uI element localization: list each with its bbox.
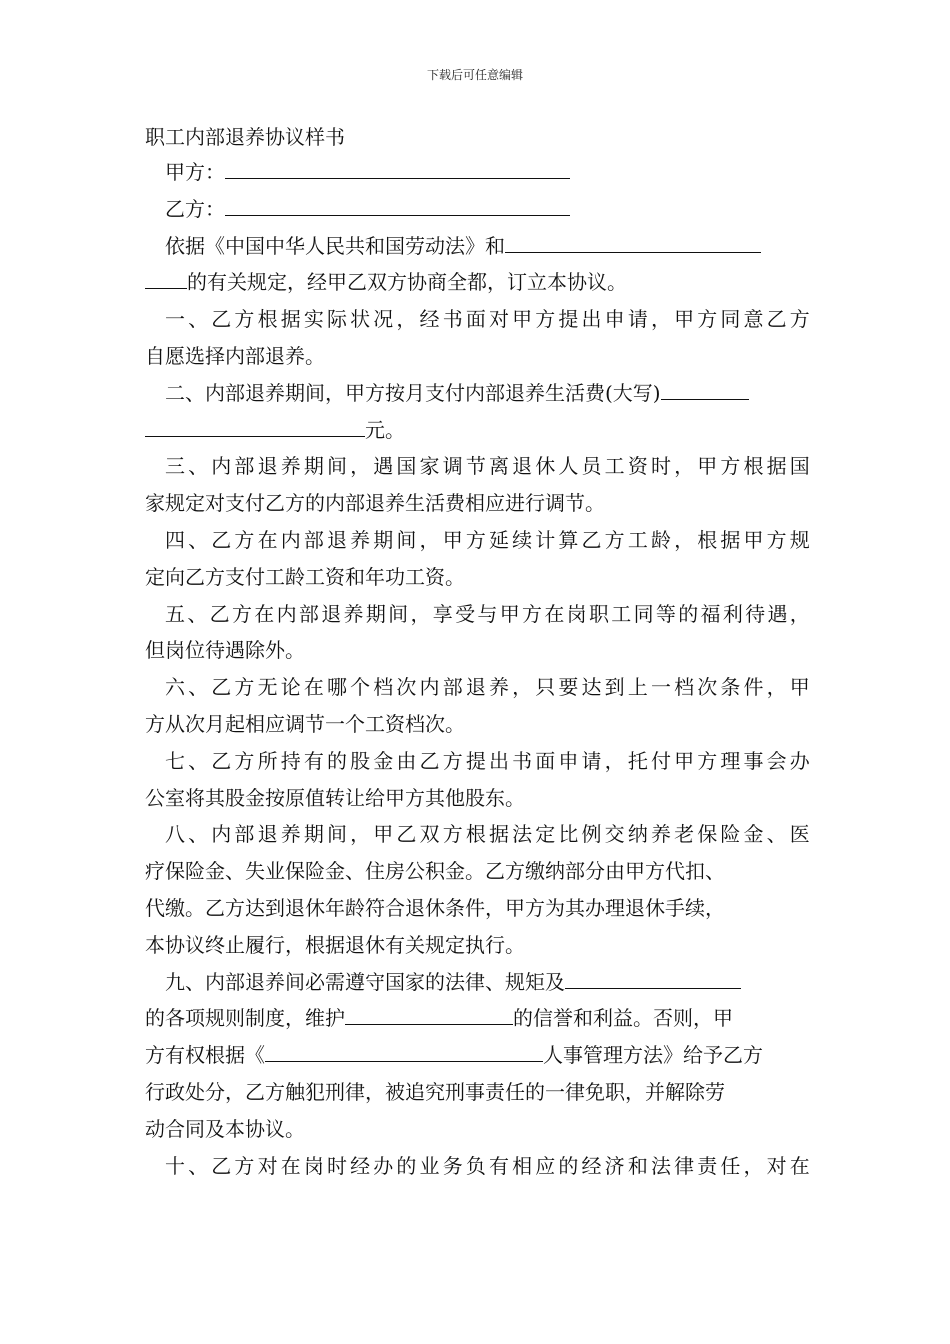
clause-2-text-cont: 元。	[365, 417, 405, 442]
clause-8-line-1: 八 、 内 部 退 养 期 间 ， 甲 乙 双 方 根 据 法 定 比 例 交 纳 养 老 保 险 金 、 医	[165, 822, 810, 847]
clause-7-line-1: 七 、 乙 方 所 持 有 的 股 金 由 乙 方 提 出 书 面 申 请 ， 托 付 甲 方 理 事 会 办	[165, 748, 810, 773]
allowance-amount-blank[interactable]	[661, 375, 749, 400]
clause-9-text-5: 人事管理方法》给予乙方	[543, 1043, 763, 1068]
allowance-amount-blank-cont[interactable]	[145, 412, 365, 437]
clause-6-line-1: 六 、 乙 方 无 论 在 哪 个 档 次 内 部 退 养 ， 只 要 达 到 上 一 档 次 条 件 ， 甲	[165, 675, 810, 700]
clause-3-line-2: 家规定对支付乙方的内部退养生活费相应进行调节。	[145, 491, 605, 516]
clause-4-line-2: 定向乙方支付工龄工资和年功工资。	[145, 564, 465, 589]
basis-text-cont: 的有关规定，经甲乙双方协商全都，订立本协议。	[187, 270, 627, 295]
party-b-label: 乙方：	[165, 196, 225, 221]
basis-text: 依据《中国中华人民共和国劳动法》和	[165, 233, 505, 258]
clause-7-line-2: 公室将其股金按原值转让给甲方其他股东。	[145, 785, 525, 810]
regulation-name-blank[interactable]	[265, 1037, 543, 1062]
party-a-blank[interactable]	[225, 154, 570, 179]
clause-1-line-2: 自愿选择内部退养。	[145, 343, 325, 368]
clause-2-text: 二、内部退养期间，甲方按月支付内部退养生活费(大写)	[165, 380, 661, 405]
basis-line-2	[145, 264, 810, 301]
clause-9-text-4: 方有权根据《	[145, 1043, 265, 1068]
clause-6-line-2: 方从次月起相应调节一个工资档次。	[145, 711, 465, 736]
law-blank[interactable]	[505, 228, 761, 253]
clause-9-line-4: 行政处分，乙方触犯刑律，被追究刑事责任的一律免职，并解除劳	[145, 1079, 725, 1104]
clause-10-line-1: 十 、 乙 方 对 在 岗 时 经 办 的 业 务 负 有 相 应 的 经 济 和 法 律 责 任 ， 对 在	[165, 1153, 810, 1178]
clause-3-line-1: 三 、 内 部 退 养 期 间 ， 遇 国 家 调 节 离 退 休 人 员 工 资 时 ， 甲 方 根 据 国	[165, 454, 810, 479]
clause-9-line-3	[145, 1037, 810, 1074]
party-b-line	[145, 191, 810, 228]
clause-9-text-2: 的各项规则制度，维护	[145, 1006, 345, 1031]
clause-9-line-5: 动合同及本协议。	[145, 1116, 305, 1141]
organization-blank[interactable]	[565, 964, 741, 989]
clause-9-text: 九、内部退养间必需遵守国家的法律、规矩及	[165, 969, 565, 994]
basis-line-1	[145, 228, 810, 265]
clause-2-line-1	[145, 375, 810, 412]
party-a-label: 甲方：	[165, 160, 225, 184]
party-b-blank[interactable]	[225, 191, 570, 216]
clause-2-line-2	[145, 412, 810, 449]
page-header: 下载后可任意编辑	[426, 68, 523, 82]
clause-9-line-1	[145, 964, 810, 1001]
document-body	[145, 120, 810, 1184]
clause-9-line-2	[145, 1000, 810, 1037]
clause-8-line-2: 疗保险金、失业保险金、住房公积金。乙方缴纳部分由甲方代扣、	[145, 859, 725, 884]
clause-1-line-1: 一 、 乙 方 根 据 实 际 状 况 ， 经 书 面 对 甲 方 提 出 申 请 ， 甲 方 同 意 乙 方	[165, 307, 810, 332]
clause-8-line-4: 本协议终止履行，根据退休有关规定执行。	[145, 932, 525, 957]
document-title: 职工内部退养协议样书	[145, 125, 345, 149]
clause-5-line-1: 五 、 乙 方 在 内 部 退 养 期 间 ， 享 受 与 甲 方 在 岗 职 工 同 等 的 福 利 待 遇 ，	[165, 601, 810, 626]
clause-4-line-1: 四 、 乙 方 在 内 部 退 养 期 间 ， 甲 方 延 续 计 算 乙 方 工 龄 ， 根 据 甲 方 规	[165, 527, 810, 552]
clause-8-line-3: 代缴。乙方达到退休年龄符合退休条件，甲方为其办理退休手续，	[145, 895, 725, 920]
unit-name-blank[interactable]	[345, 1000, 513, 1025]
party-a-line	[145, 154, 810, 191]
clause-9-text-3: 的信誉和利益。否则，甲	[513, 1006, 733, 1031]
law-blank-cont[interactable]	[145, 264, 187, 289]
clause-5-line-2: 但岗位待遇除外。	[145, 638, 305, 663]
